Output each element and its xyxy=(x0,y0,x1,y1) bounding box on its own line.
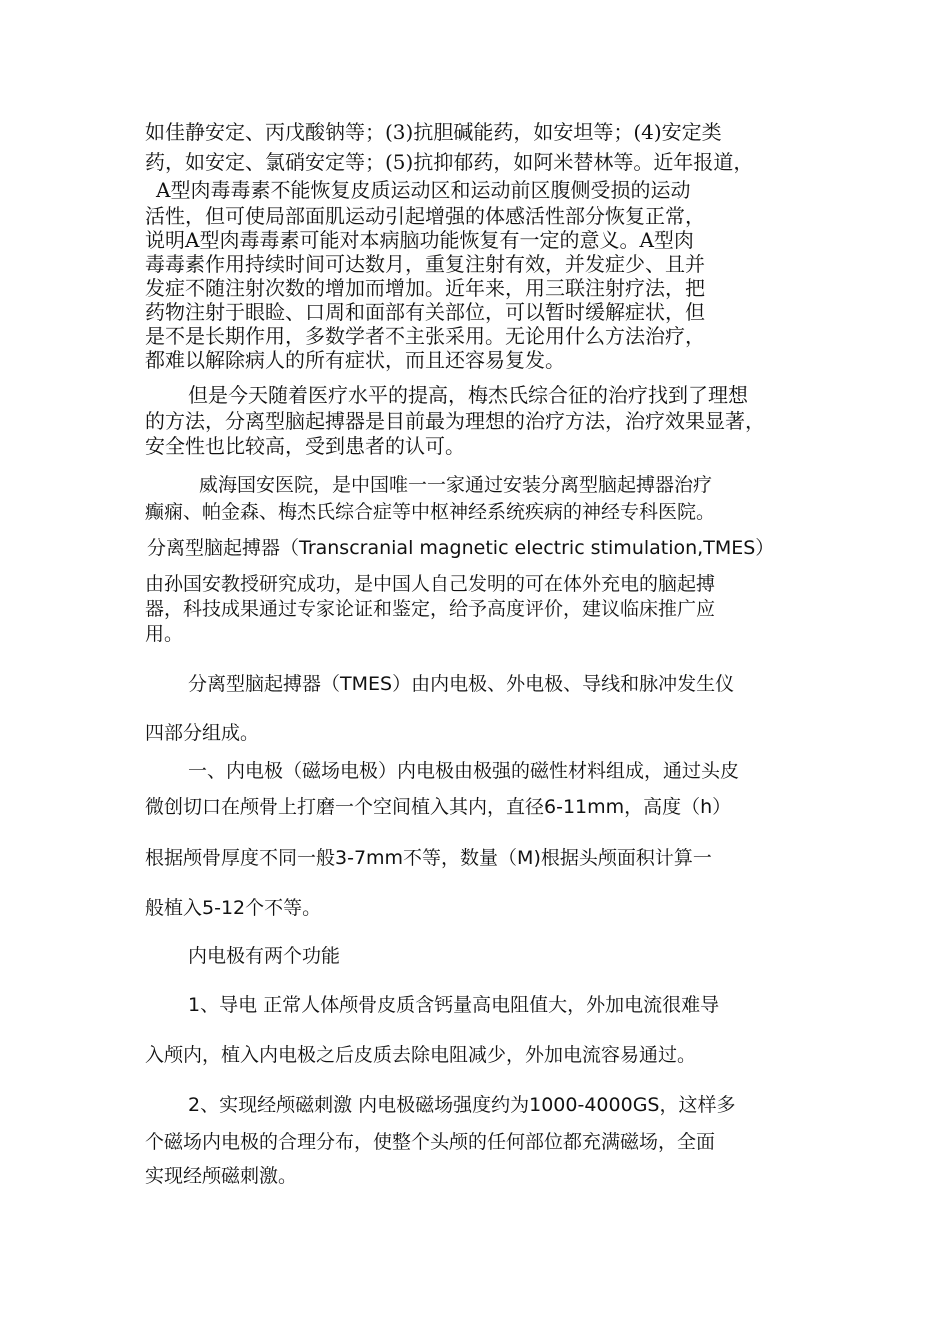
text-line: 毒毒素作用持续时间可达数月，重复注射有效，并发症少、且并 xyxy=(145,252,705,276)
text-line: 一、内电极（磁场电极）内电极由极强的磁性材料组成，通过头皮 xyxy=(188,760,740,782)
text-line: 药物注射于眼睑、口周和面部有关部位，可以暂时缓解症状，但 xyxy=(145,300,705,324)
text-line: 都难以解除病人的所有症状，而且还容易复发。 xyxy=(145,348,565,372)
text-line: 的方法，分离型脑起搏器是目前最为理想的治疗方法，治疗效果显著， xyxy=(145,409,765,433)
text-line: 分离型脑起搏器（Transcranial magnetic electric stimulation,TMES） xyxy=(147,537,775,559)
text-line: 分离型脑起搏器（TMES）由内电极、外电极、导线和脉冲发生仪 xyxy=(188,673,735,695)
text-line: 活性，但可使局部面肌运动引起增强的体感活性部分恢复正常， xyxy=(145,204,705,228)
text-line: 说明A型肉毒毒素可能对本病脑功能恢复有一定的意义。A型肉 xyxy=(145,228,694,252)
text-line: 药，如安定、氯硝安定等；(5)抗抑郁药，如阿米替林等。近年报道， xyxy=(145,150,754,174)
text-line: 内电极有两个功能 xyxy=(188,945,341,967)
text-line: 但是今天随着医疗水平的提高，梅杰氏综合征的治疗找到了理想 xyxy=(188,383,748,407)
text-line: A型肉毒毒素不能恢复皮质运动区和运动前区腹侧受损的运动 xyxy=(156,178,691,202)
text-line: 癫痫、帕金森、梅杰氏综合症等中枢神经系统疾病的神经专科医院。 xyxy=(145,501,716,523)
text-line: 般植入5-12个不等。 xyxy=(145,897,322,919)
text-line: 用。 xyxy=(145,623,184,645)
text-line: 是不是长期作用，多数学者不主张采用。无论用什么方法治疗， xyxy=(145,324,705,348)
text-line: 威海国安医院，是中国唯一一家通过安装分离型脑起搏器治疗 xyxy=(199,474,713,496)
text-line: 四部分组成。 xyxy=(145,722,260,744)
text-line: 实现经颅磁刺激。 xyxy=(145,1165,298,1187)
text-line: 微创切口在颅骨上打磨一个空间植入其内，直径6-11mm，高度（h） xyxy=(145,796,732,818)
text-line: 根据颅骨厚度不同一般3-7mm不等，数量（M)根据头颅面积计算一 xyxy=(145,847,712,869)
text-line: 器，科技成果通过专家论证和鉴定，给予高度评价，建议临床推广应 xyxy=(145,598,716,620)
text-line: 如佳静安定、丙戊酸钠等；(3)抗胆碱能药，如安坦等；(4)安定类 xyxy=(145,120,722,144)
text-line: 安全性也比较高，受到患者的认可。 xyxy=(145,434,465,458)
text-line: 由孙国安教授研究成功，是中国人自己发明的可在体外充电的脑起搏 xyxy=(145,573,716,595)
text-line: 入颅内，植入内电极之后皮质去除电阻减少，外加电流容易通过。 xyxy=(145,1044,697,1066)
text-line: 发症不随注射次数的增加而增加。近年来，用三联注射疗法，把 xyxy=(145,276,705,300)
text-line: 1、导电 正常人体颅骨皮质含钙量高电阻值大，外加电流很难导 xyxy=(188,994,720,1016)
text-line: 个磁场内电极的合理分布，使整个头颅的任何部位都充满磁场，全面 xyxy=(145,1131,716,1153)
text-line: 2、实现经颅磁刺激 内电极磁场强度约为1000-4000GS，这样多 xyxy=(188,1094,736,1116)
